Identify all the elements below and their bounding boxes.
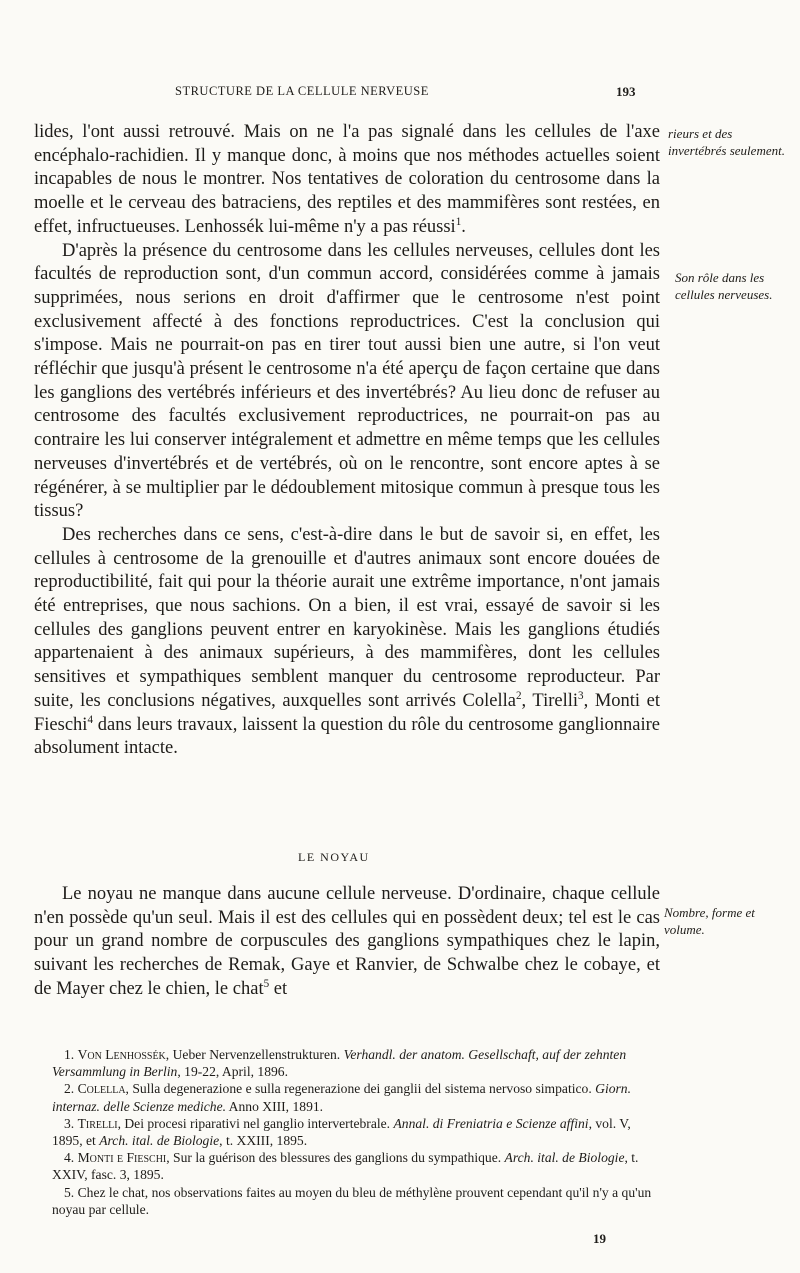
margin-note: rieurs et des invertébrés seulement. (668, 126, 785, 158)
footnote-ref: 1 (455, 215, 462, 228)
footnote-text: , Ueber Nervenzellenstrukturen. (165, 1047, 344, 1062)
footnote (52, 1184, 660, 1218)
paragraph-text: Le noyau ne manque dans aucune cellule nerveuse. D'ordinaire, chaque cellule n'en possède qu'un seul. Mais il est des cellules qui en possèdent deux; tel est le cas pour un grand nombre de corpuscules des ganglions sympathiques chez le lapin, suivant les recherches de Remak, Gaye et Ranvier, de Schwalbe chez le cobaye, et de Mayer chez le chien, le chat (34, 884, 660, 999)
footnote-text: , Sur la guérison des blessures des ganglions du sympathique. (166, 1150, 505, 1166)
footnote-ref: 2 (515, 689, 522, 702)
page-number: 193 (616, 84, 636, 99)
footnote-text: , Dei procesi riparativi nel ganglio intervertebrale. (117, 1115, 394, 1131)
footnote-ref: 5 (263, 977, 270, 990)
footnote-number: 1. (64, 1047, 78, 1062)
footnote-author: Colella (77, 1081, 126, 1097)
paragraph-text: , Tirelli (521, 690, 579, 711)
footnote (52, 1080, 660, 1114)
footnote-journal: Arch. ital. de Biologie (99, 1133, 220, 1149)
footnote-journal: Annal. di Freniatria e Scienze affini (393, 1115, 589, 1131)
footnote (52, 1115, 660, 1149)
paragraph-text: et (269, 978, 288, 999)
footnote-text: , Sulla degenerazione e sulla regenerazione dei ganglii del sistema nervoso simpatico. (125, 1081, 596, 1097)
footnote (52, 1046, 660, 1080)
paragraph-text: , Monti et Fieschi (34, 690, 661, 735)
footnote-number: 3. (64, 1115, 78, 1131)
main-text-block (34, 121, 660, 761)
footnote-ref: 4 (87, 713, 93, 726)
footnote-number: 2. (64, 1081, 78, 1097)
footnote-text: , t. XXIII, 1895. (219, 1133, 308, 1149)
paragraph-continued: lides, l'ont aussi retrouvé. Mais on ne l'a pas signalé dans les cellules de l'axe encéphalo-rachidien. Il y manque donc, à moins que nos méthodes actuelles soient incapables de nous le montrer. Nos tentatives de coloration du centrosome dans la moelle et le cerveau des batraciens, des reptiles et des mammifères sont restées, en effet, infructueuses. Lenhossék lui-même n'y a pas réussi$^1$. (34, 122, 660, 237)
paragraph-text: Des recherches dans ce sens, c'est-à-dire dans le but de savoir si, en effet, les cellules à centrosome de la grenouille et d'autres animaux sont encore douées de reproductibilité, fait qui pour la théorie aurait une extrême importance, n'ont jamais été entreprises, que nous sachions. On a bien, il est vrai, essayé de savoir si les cellules des ganglions peuvent entrer en karyokinèse. Mais les ganglions étudiés appartenaient à des animaux supérieurs, à des mammifères, dont les cellules sensitives et sympathiques semblent manquer du centrosome reproducteur. Par suite, les conclusions négatives, auxquelles sont arrivés Colella (34, 524, 660, 711)
footnote-ref: 3 (578, 689, 584, 702)
footnote-author: Monti e Fieschi (77, 1150, 167, 1166)
footnote-author: Tirelli (77, 1115, 118, 1131)
running-title: STRUCTURE DE LA CELLULE NERVEUSE (175, 84, 429, 98)
footnote-number: 4. (64, 1150, 78, 1166)
footnote-journal: Giorn. internaz. delle Scienze mediche. (52, 1081, 632, 1114)
footnote-text: Chez le chat, nos observations faites au moyen du bleu de méthylène prouvent cependant qu'il n'y a qu'un noyau par cellule. (52, 1184, 652, 1217)
paragraph (34, 524, 660, 761)
footnote-text: , 19-22, April, 1896. (177, 1064, 288, 1080)
margin-note: Nombre, forme et volume. (664, 905, 755, 937)
signature-mark: 19 (593, 1231, 606, 1246)
footnote-text: , t. XXIV, fasc. 3, 1895. (52, 1150, 639, 1183)
paragraph-text: dans leurs travaux, laissent la question du rôle du centrosome ganglionnaire absolument intacte. (34, 714, 660, 759)
paragraph: D'après la présence du centrosome dans les cellules nerveuses, cellules dont les facultés de reproduction sont, d'un commun accord, considérées comme à jamais supprimées, nous serions en droit d'affirmer que le centrosome n'est point exclusivement affecté à des fonctions reproductrices. C'est la conclusion qui s'impose. Mais ne pourrait-on pas en tirer tout aussi bien une autre, si l'on veut réfléchir que jusqu'à présent le centrosome n'a été aperçu de façon certaine que dans les ganglions des vertébrés inférieurs et des invertébrés? Au lieu donc de refuser au centrosome des facultés exclusivement reproductrices, ne pourrait-on pas au contraire les lui conserver intégralement et admettre en même temps que les cellules nerveuses d'invertébrés et de vertébrés, où on le rencontre, sont encore aptes à se régénérer, à se multiplier par le dédoublement mitosique commun à presque tous les tissus? (34, 240, 660, 522)
footnote (52, 1149, 660, 1183)
footnotes (52, 1046, 660, 1218)
footnote-number: 5. (64, 1184, 78, 1200)
paragraph-text: lides, l'ont aussi retrouvé. Mais on ne l'a pas signalé dans les cellules de l'axe encéphalo-rachidien. Il y manque donc, à moins que nos méthodes actuelles soient incapables de nous le montrer. Nos tentatives de coloration du centrosome dans la moelle et le cerveau des batraciens, des reptiles et des mammifères sont restées, en effet, infructueuses. Lenhossék lui-même n'y a pas réussi (34, 122, 660, 237)
footnote-journal: Verhandl. der anatom. Gesellschaft, auf der zehnten Versammlung in Berlin (52, 1047, 627, 1080)
footnote-text: , vol. V, 1895, et (52, 1115, 631, 1149)
main-text-block (34, 883, 660, 1002)
footnote-text: Anno XIII, 1891. (226, 1098, 324, 1114)
margin-note: Son rôle dans les cellules nerveuses. (675, 270, 773, 302)
section-heading: LE NOYAU (298, 850, 370, 864)
footnote-journal: Arch. ital. de Biologie (504, 1150, 625, 1166)
paragraph (34, 883, 660, 1002)
footnote-author: Von Lenhossék (77, 1047, 166, 1062)
